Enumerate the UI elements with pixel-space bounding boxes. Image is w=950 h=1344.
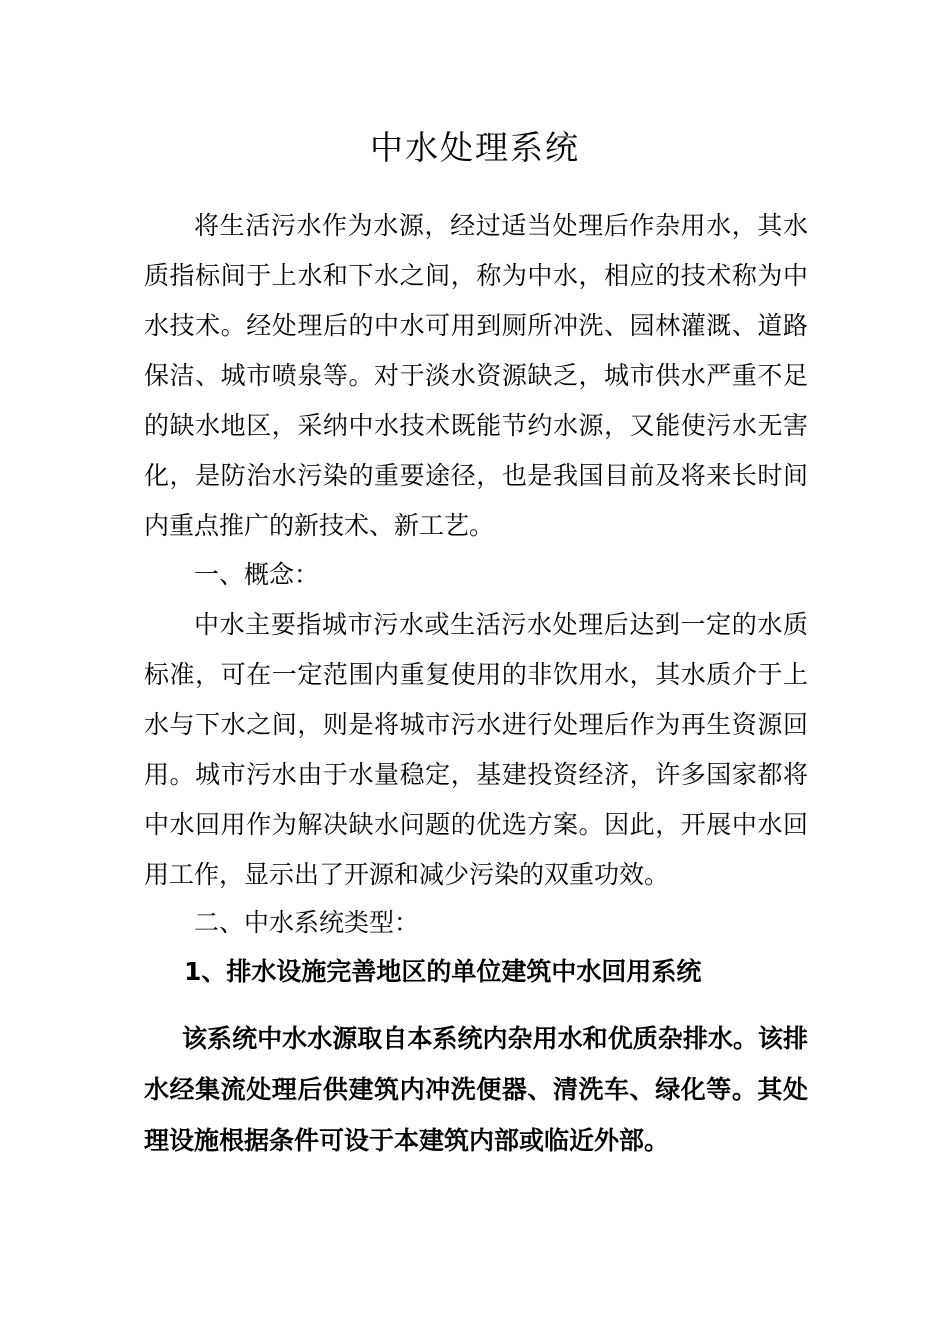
- document-title: 中水处理系统: [370, 128, 580, 167]
- section-heading-concept: 一、概念：: [194, 560, 320, 589]
- subsection-heading-building-reuse: 1、排水设施完善地区的单位建筑中水回用系统: [184, 957, 702, 986]
- intro-paragraph: 将生活污水作为水源，经过适当处理后作杂用水，其水质指标间于上水和下水之间，称为中水，相应的技术称为中水技术。经处理后的中水可用到厕所冲洗、园林灌溉、道路保洁、城市喷泉等。对于淡水资源缺乏，城市供水严重不足的缺水地区，采纳中水技术既能节约水源，又能使污水无害化，是防治水污染的重要途径，也是我国目前及将来长时间内重点推广的新技术、新工艺。: [144, 211, 808, 540]
- building-reuse-paragraph: 该系统中水水源取自本系统内杂用水和优质杂排水。该排水经集流处理后供建筑内冲洗便器、清洗车、绿化等。其处理设施根据条件可设于本建筑内部或临近外部。: [144, 1024, 808, 1155]
- concept-paragraph: 中水主要指城市污水或生活污水处理后达到一定的水质标准，可在一定范围内重复使用的非饮用水，其水质介于上水与下水之间，则是将城市污水进行处理后作为再生资源回用。城市污水由于水量稳定，基建投资经济，许多国家都将中水回用作为解决缺水问题的优选方案。因此，开展中水回用工作，显示出了开源和减少污染的双重功效。: [144, 610, 808, 889]
- section-heading-system-types: 二、中水系统类型：: [194, 908, 420, 937]
